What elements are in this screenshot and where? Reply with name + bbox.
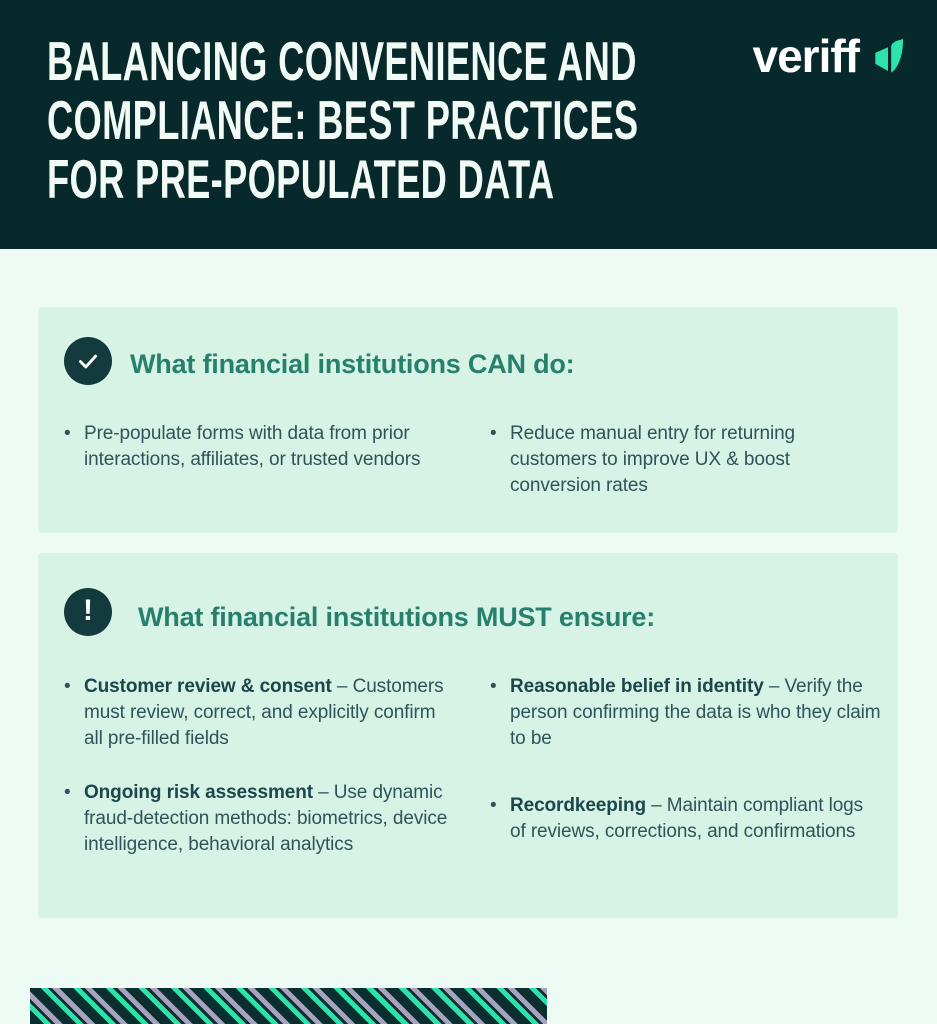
must-ensure-column-left — [64, 674, 452, 858]
bullet-dot: • — [64, 423, 71, 444]
list-item — [64, 674, 452, 752]
page-title-line-3: FOR PRE-POPULATED DATA — [47, 148, 555, 210]
header-banner — [0, 0, 937, 249]
can-do-heading: What financial institutions CAN do: — [130, 349, 575, 379]
must-bullet-risk-assessment — [84, 780, 452, 858]
veriff-leaf-icon — [869, 33, 907, 79]
can-do-column-right — [490, 421, 840, 499]
diagonal-stripes-decoration — [30, 988, 547, 1024]
must-bullet-reasonable-belief — [510, 674, 882, 752]
bullet-rest: – Use dynamic fraud-detection methods: biometrics, device intelligence, behavioral analytics — [84, 782, 448, 855]
bullet-dot: • — [490, 676, 497, 697]
can-do-card — [38, 307, 898, 533]
must-bullet-customer-review — [84, 674, 452, 752]
exclamation-glyph: ! — [83, 594, 93, 627]
can-do-bullet-2: Reduce manual entry for returning customers to improve UX & boost conversion rates — [510, 423, 796, 496]
bullet-rest: – Customers must review, correct, and explicitly confirm all pre-filled fields — [84, 676, 444, 749]
check-icon — [64, 337, 112, 385]
veriff-logo — [752, 30, 907, 82]
bullet-lead: Recordkeeping — [510, 795, 646, 816]
can-do-bullet-1: Pre-populate forms with data from prior interactions, affiliates, or trusted vendors — [84, 423, 421, 470]
bullet-rest: – Verify the person confirming the data is who they claim to be — [510, 676, 881, 749]
veriff-logo-text: veriff — [752, 30, 859, 82]
page-title-line-2: COMPLIANCE: BEST PRACTICES — [47, 89, 639, 151]
list-item — [490, 674, 882, 752]
must-ensure-column-right — [490, 674, 882, 845]
list-item — [64, 780, 452, 858]
bullet-dot: • — [64, 676, 71, 697]
bullet-lead: Customer review & consent — [84, 676, 332, 697]
can-do-column-left — [64, 421, 436, 473]
bullet-dot: • — [490, 423, 497, 444]
bullet-dot: • — [64, 782, 71, 803]
must-bullet-recordkeeping — [510, 793, 882, 845]
list-item — [64, 421, 436, 473]
bullet-lead: Ongoing risk assessment — [84, 782, 313, 803]
must-ensure-heading: What financial institutions MUST ensure: — [138, 602, 656, 632]
list-item — [490, 793, 882, 845]
list-item — [490, 421, 840, 499]
bullet-rest: – Maintain compliant logs of reviews, corrections, and confirmations — [510, 795, 864, 842]
page-title-line-1: BALANCING CONVENIENCE AND — [47, 30, 637, 92]
bullet-lead: Reasonable belief in identity — [510, 676, 764, 697]
must-ensure-card — [38, 553, 898, 918]
bullet-dot: • — [490, 795, 497, 816]
exclamation-icon — [64, 588, 112, 636]
